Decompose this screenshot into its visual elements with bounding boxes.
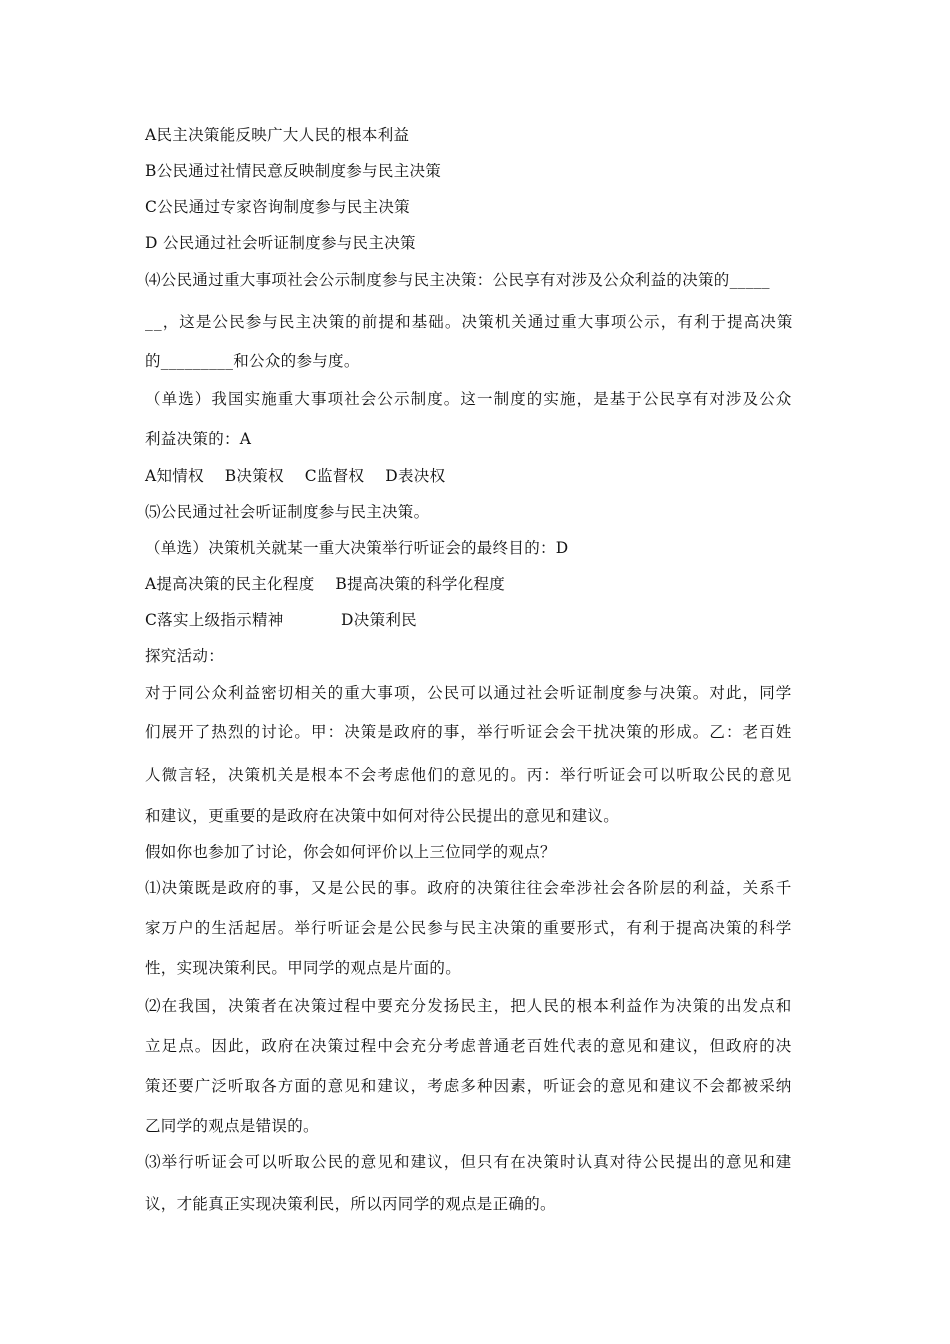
option-b-line: B公民通过社情民意反映制度参与民主决策 — [145, 162, 442, 180]
section-4-line-3: 的_________和公众的参与度。 — [145, 352, 360, 370]
activity-heading: 探究活动： — [145, 647, 225, 665]
option-a-line: A民主决策能反映广大人民的根本利益 — [145, 126, 410, 144]
option-c-line: C公民通过专家咨询制度参与民主决策 — [145, 198, 410, 216]
answer-2-line-1: ⑵在我国，决策者在决策过程中要充分发扬民主，把人民的根本利益作为决策的出发点和 — [145, 997, 793, 1015]
activity-question: 假如你也参加了讨论，你会如何评价以上三位同学的观点？ — [145, 843, 556, 861]
question-5-options-1: A提高决策的民主化程度 B提高决策的科学化程度 — [145, 575, 506, 593]
answer-3-line-1: ⑶举行听证会可以听取公民的意见和建议，但只有在决策时认真对待公民提出的意见和建 — [145, 1153, 793, 1171]
activity-paragraph-line-3: 人微言轻，决策机关是根本不会考虑他们的意见的。丙：举行听证会可以听取公民的意见 — [145, 766, 793, 784]
section-4-line-1: ⑷公民通过重大事项社会公示制度参与民主决策：公民享有对涉及公众利益的决策的_____ — [145, 271, 770, 289]
question-5-options-2: C落实上级指示精神 D决策利民 — [145, 611, 417, 629]
activity-paragraph-line-2: 们展开了热烈的讨论。甲：决策是政府的事，举行听证会会干扰决策的形成。乙：老百姓 — [145, 723, 793, 741]
answer-1-line-2: 家万户的生活起居。举行听证会是公民参与民主决策的重要形式，有利于提高决策的科学 — [145, 919, 793, 937]
answer-3-line-2: 议，才能真正实现决策利民，所以丙同学的观点是正确的。 — [145, 1195, 556, 1213]
answer-1-line-3: 性，实现决策利民。甲同学的观点是片面的。 — [145, 959, 462, 977]
section-4-line-2: __，这是公民参与民主决策的前提和基础。决策机关通过重大事项公示，有利于提高决策 — [145, 313, 794, 331]
question-4-options: A知情权 B决策权 C监督权 D表决权 — [145, 467, 446, 485]
answer-2-line-3: 策还要广泛听取各方面的意见和建议，考虑多种因素，听证会的意见和建议不会都被采纳 — [145, 1077, 793, 1095]
answer-2-line-2: 立足点。因此，政府在决策过程中会充分考虑普通老百姓代表的意见和建议，但政府的决 — [145, 1037, 793, 1055]
question-5-line: （单选）决策机关就某一重大决策举行听证会的最终目的：D — [145, 539, 569, 557]
question-4-line-1: （单选）我国实施重大事项社会公示制度。这一制度的实施，是基于公民享有对涉及公众 — [145, 390, 793, 408]
section-5-line: ⑸公民通过社会听证制度参与民主决策。 — [145, 503, 430, 521]
answer-2-line-4: 乙同学的观点是错误的。 — [145, 1117, 319, 1135]
activity-paragraph-line-4: 和建议，更重要的是政府在决策中如何对待公民提出的意见和建议。 — [145, 807, 620, 825]
activity-paragraph-line-1: 对于同公众利益密切相关的重大事项，公民可以通过社会听证制度参与决策。对此，同学 — [145, 684, 793, 702]
answer-1-line-1: ⑴决策既是政府的事，又是公民的事。政府的决策往往会牵涉社会各阶层的利益，关系千 — [145, 879, 793, 897]
option-d-line: D 公民通过社会听证制度参与民主决策 — [145, 234, 416, 252]
question-4-line-2: 利益决策的：A — [145, 430, 252, 448]
